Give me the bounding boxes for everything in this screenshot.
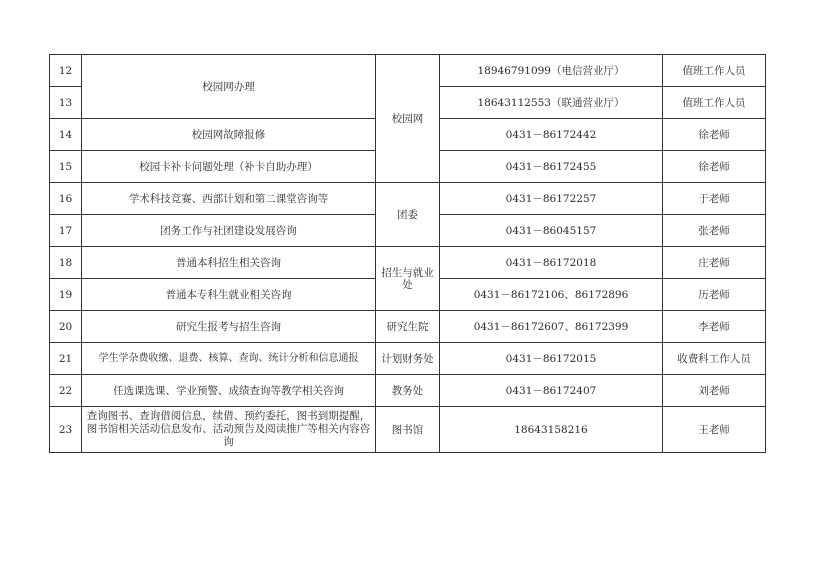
phone-number: 0431－86172455 <box>440 151 663 183</box>
contact-person: 收费科工作人员 <box>663 343 766 375</box>
service-item: 任选课选课、学业预警、成绩查询等教学相关咨询 <box>82 375 376 407</box>
table-row <box>50 247 766 279</box>
row-number: 18 <box>50 247 82 279</box>
phone-number: 0431－86172407 <box>440 375 663 407</box>
row-number: 16 <box>50 183 82 215</box>
contact-person: 王老师 <box>663 407 766 453</box>
contact-person: 庄老师 <box>663 247 766 279</box>
row-number: 23 <box>50 407 82 453</box>
table-row <box>50 55 766 87</box>
row-number: 14 <box>50 119 82 151</box>
contact-person: 张老师 <box>663 215 766 247</box>
contact-person: 历老师 <box>663 279 766 311</box>
row-number: 19 <box>50 279 82 311</box>
row-number: 20 <box>50 311 82 343</box>
table-row <box>50 375 766 407</box>
service-item: 查询图书、查询借阅信息，续借、预约委托，图书到期提醒，图书馆相关活动信息发布、活动预告及阅读推广等相关内容咨询 <box>82 407 376 453</box>
phone-number: 18643158216 <box>440 407 663 453</box>
row-number: 17 <box>50 215 82 247</box>
service-item: 校园网故障报修 <box>82 119 376 151</box>
department-line: 处 <box>402 278 413 291</box>
contact-person: 徐老师 <box>663 151 766 183</box>
department: 校园网 <box>376 55 440 183</box>
phone-number: 0431－86172442 <box>440 119 663 151</box>
contact-person: 李老师 <box>663 311 766 343</box>
department: 研究生院 <box>376 311 440 343</box>
phone-number: 0431－86172257 <box>440 183 663 215</box>
table-row <box>50 407 766 453</box>
row-number: 12 <box>50 55 82 87</box>
row-number: 21 <box>50 343 82 375</box>
service-item: 团务工作与社团建设发展咨询 <box>82 215 376 247</box>
department: 图书馆 <box>376 407 440 453</box>
department: 教务处 <box>376 375 440 407</box>
table-row <box>50 311 766 343</box>
row-number: 13 <box>50 87 82 119</box>
department: 团委 <box>376 183 440 247</box>
department-line: 招生与就业 <box>381 266 434 279</box>
row-number: 22 <box>50 375 82 407</box>
phone-number: 0431－86172015 <box>440 343 663 375</box>
contact-person: 徐老师 <box>663 119 766 151</box>
phone-number: 0431－86172018 <box>440 247 663 279</box>
contact-person: 于老师 <box>663 183 766 215</box>
service-item: 校园卡补卡问题处理（补卡自助办理） <box>82 151 376 183</box>
department <box>376 247 440 311</box>
service-item: 普通本科招生相关咨询 <box>82 247 376 279</box>
service-contact-table <box>49 54 766 453</box>
contact-person: 值班工作人员 <box>663 87 766 119</box>
phone-number: 18643112553（联通营业厅） <box>440 87 663 119</box>
phone-number: 18946791099（电信营业厅） <box>440 55 663 87</box>
table-row <box>50 343 766 375</box>
department: 计划财务处 <box>376 343 440 375</box>
service-item: 研究生报考与招生咨询 <box>82 311 376 343</box>
service-item: 校园网办理 <box>82 55 376 119</box>
row-number: 15 <box>50 151 82 183</box>
service-item: 学生学杂费收缴、退费、核算、查询、统计分析和信息通报 <box>82 343 376 375</box>
phone-number: 0431－86172607、86172399 <box>440 311 663 343</box>
contact-person: 刘老师 <box>663 375 766 407</box>
service-item: 学术科技竞赛、西部计划和第二课堂咨询等 <box>82 183 376 215</box>
table-row <box>50 183 766 215</box>
phone-number: 0431－86172106、86172896 <box>440 279 663 311</box>
service-item: 普通本专科生就业相关咨询 <box>82 279 376 311</box>
phone-number: 0431－86045157 <box>440 215 663 247</box>
contact-person: 值班工作人员 <box>663 55 766 87</box>
